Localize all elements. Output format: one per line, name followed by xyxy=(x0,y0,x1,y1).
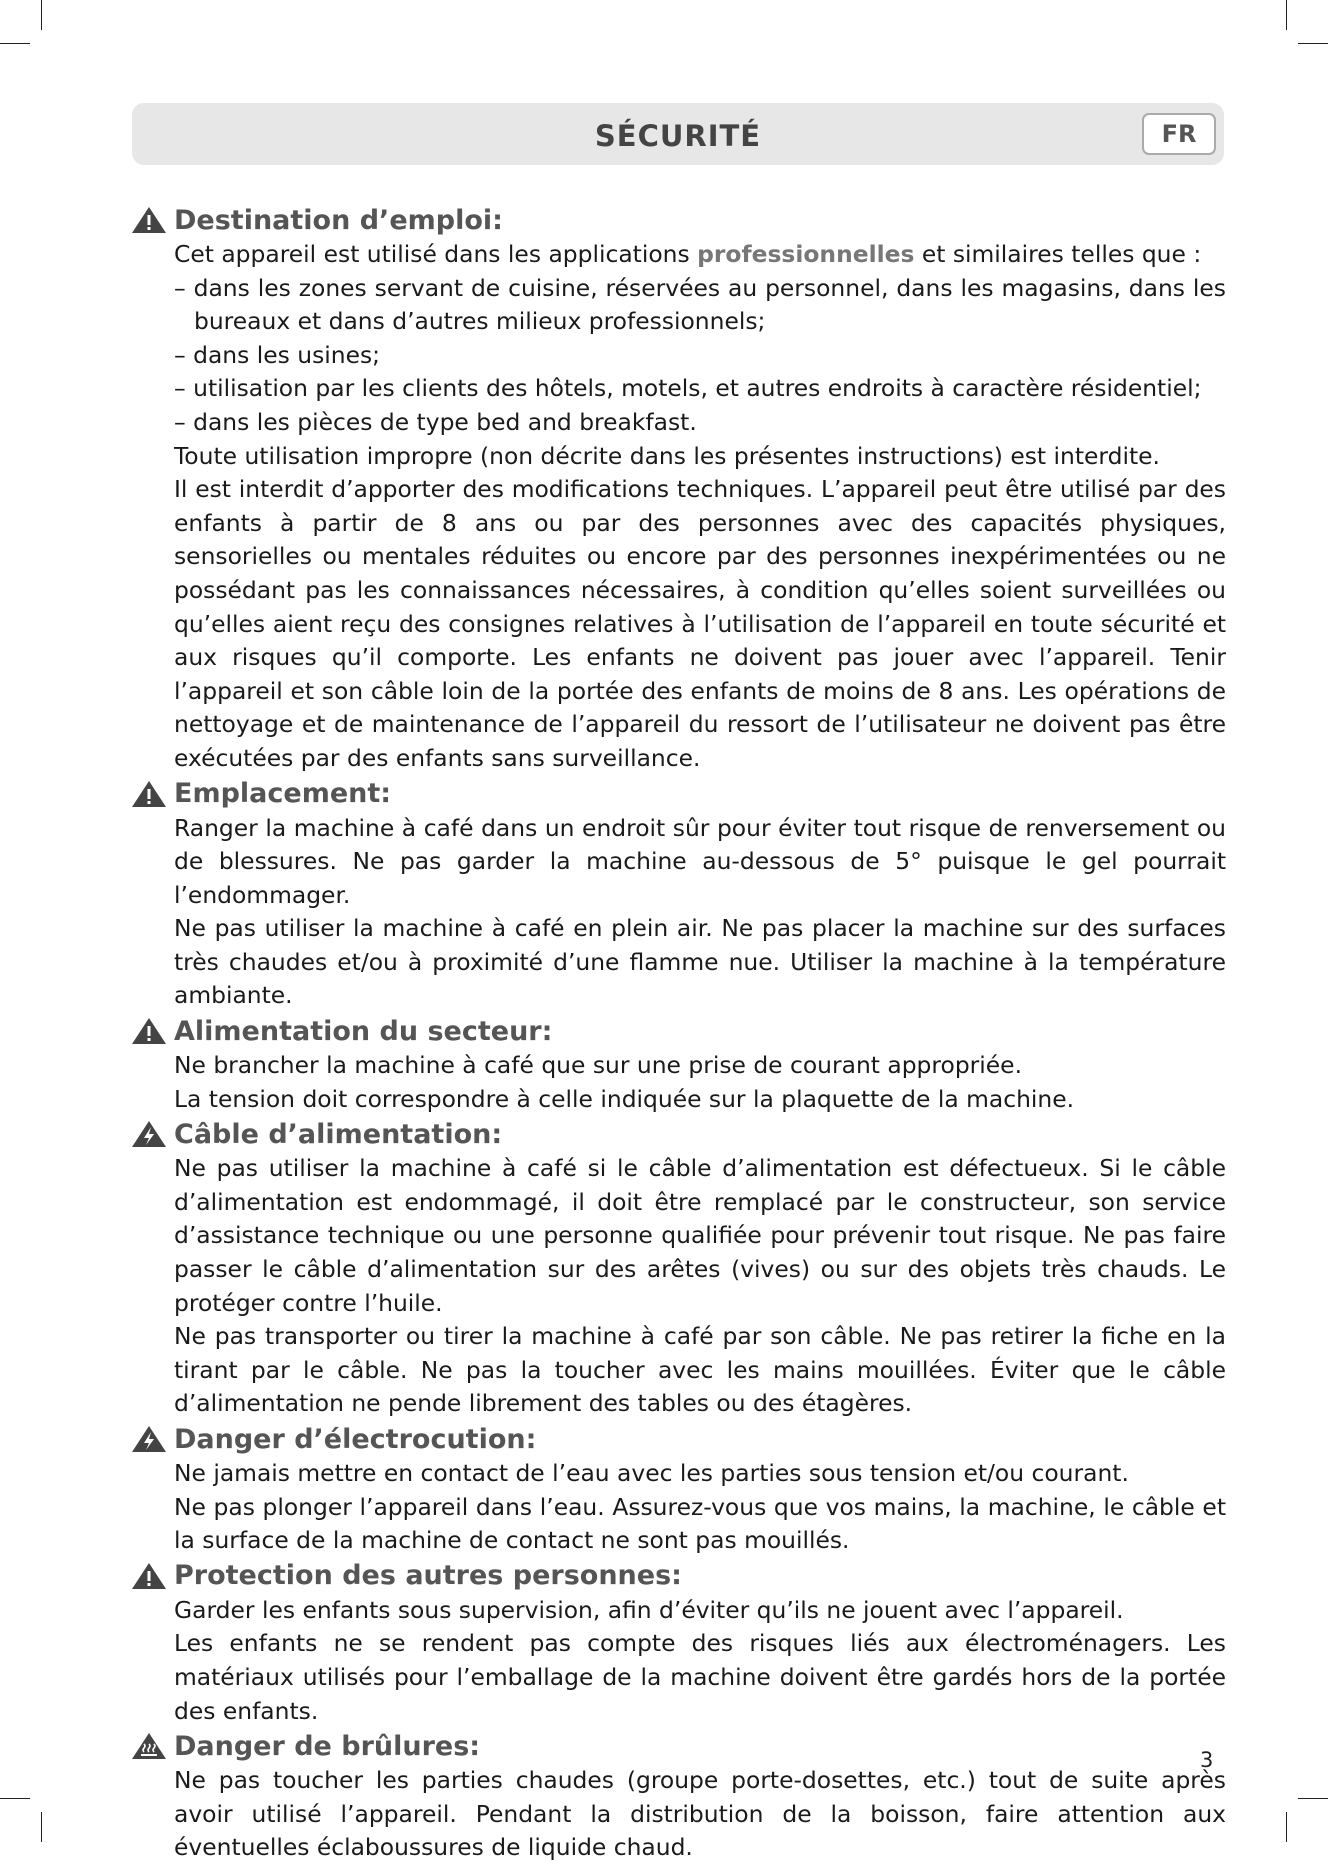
section-heading xyxy=(130,776,1226,812)
paragraph: Garder les enfants sous supervision, afin d’éviter qu’ils ne jouent avec l’appareil. xyxy=(174,1595,1124,1624)
section-heading xyxy=(130,1558,1226,1594)
paragraph: Les enfants ne se rendent pas compte des risques liés aux électroménagers. Les matériaux utilisés pour l’emballage de la machine doivent être gardés hors de la portée des enfants. xyxy=(174,1629,1226,1725)
section-emplacement xyxy=(130,776,1226,1014)
intro-line xyxy=(174,238,1226,272)
paragraph: Ne pas utiliser la machine à café en plein air. Ne pas placer la machine sur des surfaces très chaudes et/ou à proximité d’une flamme nue. Utiliser la machine à la température ambiante. xyxy=(174,914,1226,1010)
section-title: Emplacement: xyxy=(174,778,392,809)
crop-mark xyxy=(1298,43,1328,44)
section-body xyxy=(174,1457,1226,1558)
warning-icon xyxy=(130,205,168,235)
section-title: Câble d’alimentation: xyxy=(174,1118,503,1150)
paragraph: Ne pas plonger l’appareil dans l’eau. Assurez-vous que vos mains, la machine, le câble et la surface de la machine de contact ne sont pas mouillés. xyxy=(174,1492,1226,1555)
section-electrocution xyxy=(130,1421,1226,1558)
warning-icon xyxy=(130,1561,168,1591)
section-title: Danger de brûlures: xyxy=(174,1730,481,1762)
section-body xyxy=(174,812,1226,1014)
warning-icon xyxy=(130,1016,168,1046)
list-item: – utilisation par les clients des hôtels, motels, et autres endroits à caractère résidentiel; xyxy=(174,374,1202,403)
section-heading xyxy=(130,1013,1226,1049)
section-alimentation xyxy=(130,1013,1226,1116)
section-destination xyxy=(130,202,1226,776)
highlight-text: professionnelles xyxy=(697,240,915,268)
section-brulures xyxy=(130,1728,1226,1865)
hot-surface-warning-icon xyxy=(130,1731,168,1761)
electric-warning-icon xyxy=(130,1424,168,1454)
paragraph: Ranger la machine à café dans un endroit sûr pour éviter tout risque de renversement ou de blessures. Ne pas garder la machine au-dessous de 5° puisque le gel pourrait l’endommager. xyxy=(174,813,1226,909)
paragraph: Ne pas utiliser la machine à café si le câble d’alimentation est défectueux. Si le câble d’alimentation est endommagé, il doit être remplacé par le constructeur, son service d’assistance technique ou une personne qualifiée pour prévenir tout risque. Ne pas faire passer le câble d’alimentation sur des arêtes (vives) ou sur des objets très chauds. Le protéger contre l’huile. xyxy=(174,1154,1226,1317)
list-item: – dans les zones servant de cuisine, réservées au personnel, dans les magasins, dans les bureaux et dans d’autres milieux professionnels; xyxy=(174,273,1226,336)
section-title: Alimentation du secteur: xyxy=(174,1015,553,1047)
intro-text: Cet appareil est utilisé dans les applications xyxy=(174,240,698,268)
section-title: Protection des autres personnes: xyxy=(174,1560,682,1592)
warning-icon xyxy=(130,779,168,809)
crop-mark xyxy=(41,1812,42,1842)
crop-mark xyxy=(41,0,42,30)
intro-text-end: et similaires telles que : xyxy=(914,240,1202,268)
paragraph: Toute utilisation impropre (non décrite dans les présentes instructions) est interdite. xyxy=(174,441,1160,470)
crop-mark xyxy=(1286,1812,1287,1842)
page-number: 3 xyxy=(1200,1748,1214,1772)
section-cable xyxy=(130,1116,1226,1421)
paragraph: Il est interdit d’apporter des modifications techniques. L’appareil peut être utilisé par des enfants à partir de 8 ans ou par des personnes avec des capacités physiques, sensorielles ou mentales réduites ou encore par des personnes inexpérimentées ou ne possédant pas les connaissances nécessaires, à condition qu’elles soient surveillées ou qu’elles aient reçu des consignes relatives à l’utilisation de l’appareil en toute sécurité et aux risques qu’il comporte. Les enfants ne doivent pas jouer avec l’appareil. Tenir l’appareil et son câble loin de la portée des enfants de moins de 8 ans. Les opérations de nettoyage et de maintenance de l’appareil du ressort de l’utilisateur ne doivent pas être exécutées par des enfants sans surveillance. xyxy=(174,475,1226,772)
section-title: Destination d’emploi: xyxy=(174,204,503,236)
header-bar xyxy=(132,103,1224,165)
section-heading xyxy=(130,1421,1226,1457)
section-heading xyxy=(130,202,1226,238)
language-badge: FR xyxy=(1142,113,1216,155)
section-body xyxy=(174,1594,1226,1728)
paragraph: Ne pas transporter ou tirer la machine à café par son câble. Ne pas retirer la fiche en la tirant par le câble. Ne pas la toucher avec les mains mouillées. Éviter que le câble d’alimentation ne pende librement des tables ou des étagères. xyxy=(174,1322,1226,1418)
paragraph: Ne brancher la machine à café que sur une prise de courant appropriée. xyxy=(174,1051,1023,1080)
safety-content xyxy=(130,202,1226,1865)
section-title: Danger d’électrocution: xyxy=(174,1423,537,1455)
crop-mark xyxy=(1298,1798,1328,1799)
list-item: – dans les pièces de type bed and breakfast. xyxy=(174,407,697,436)
section-body xyxy=(174,238,1226,776)
section-body xyxy=(174,1049,1226,1116)
section-heading xyxy=(130,1116,1226,1152)
section-body xyxy=(174,1764,1226,1865)
paragraph: Ne jamais mettre en contact de l’eau avec les parties sous tension et/ou courant. xyxy=(174,1459,1129,1487)
crop-mark xyxy=(0,1798,30,1799)
paragraph: Ne pas toucher les parties chaudes (groupe porte-dosettes, etc.) tout de suite après avoir utilisé l’appareil. Pendant la distribution de la boisson, faire attention aux éventuelles éclaboussures de liquide chaud. xyxy=(174,1766,1226,1862)
section-heading xyxy=(130,1728,1226,1764)
section-body xyxy=(174,1152,1226,1421)
crop-mark xyxy=(1286,0,1287,30)
electric-warning-icon xyxy=(130,1119,168,1149)
list-item: – dans les usines; xyxy=(174,340,381,369)
paragraph: La tension doit correspondre à celle indiquée sur la plaquette de la machine. xyxy=(174,1084,1075,1113)
page-title: SÉCURITÉ xyxy=(594,119,762,153)
crop-mark xyxy=(0,43,30,44)
section-protection xyxy=(130,1558,1226,1728)
